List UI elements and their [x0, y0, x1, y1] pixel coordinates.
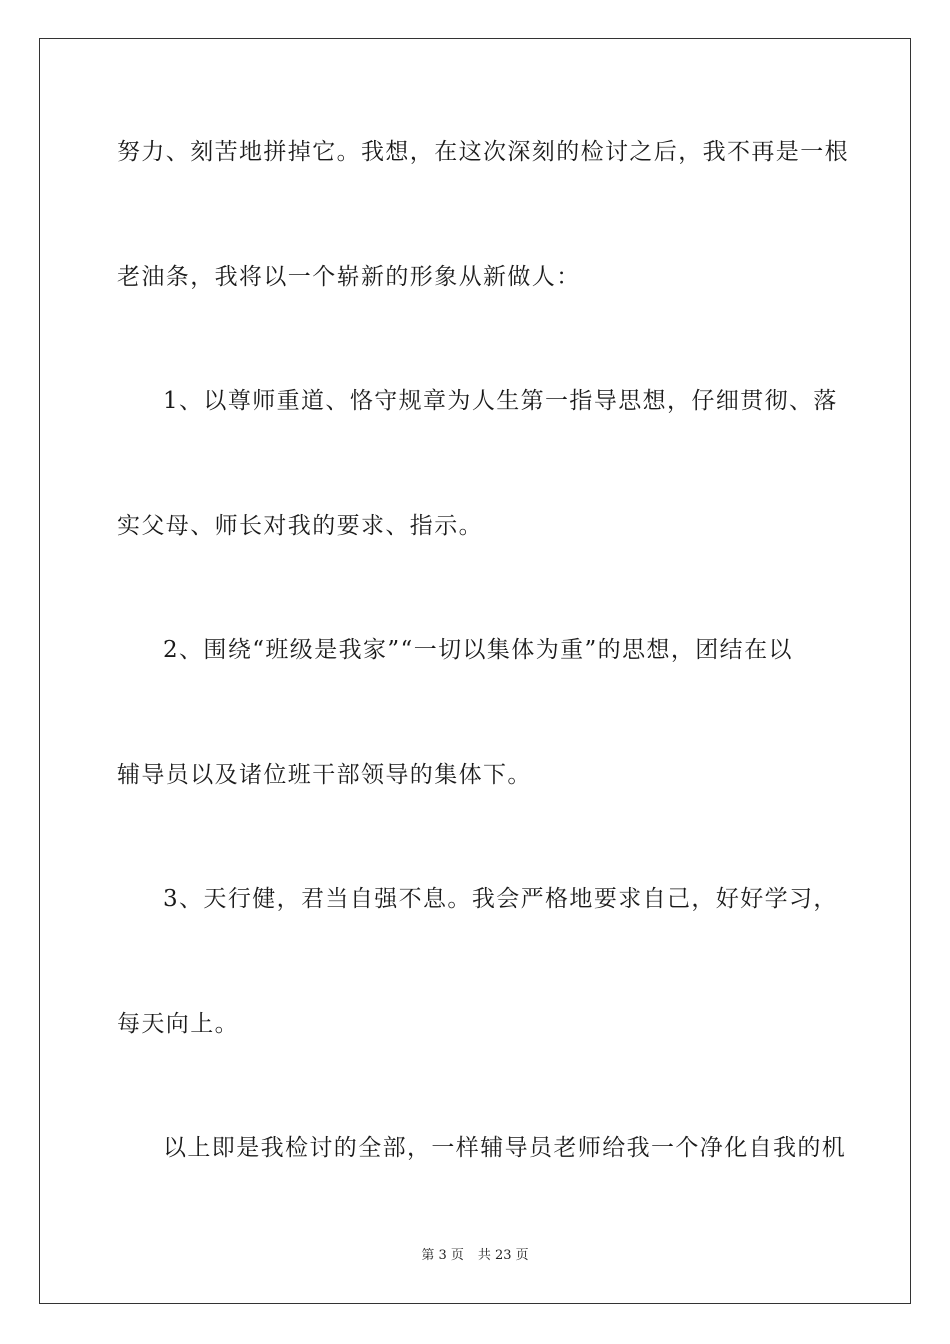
total-pages: 共 23 页	[477, 1248, 529, 1263]
page-number: 第 3 页	[421, 1248, 464, 1263]
page-frame	[39, 38, 911, 1304]
closing-paragraph-line: 以上即是我检讨的全部，一样辅导员老师给我一个净化自我的机	[163, 1135, 847, 1161]
body-text-line: 努力、刻苦地拼掉它。我想，在这次深刻的检讨之后，我不再是一根	[117, 139, 849, 165]
page-footer	[0, 1247, 950, 1265]
list-item-2-line: 2、围绕“班级是我家”“一切以集体为重”的思想，团结在以	[163, 637, 793, 663]
list-item-1-continuation: 实父母、师长对我的要求、指示。	[117, 513, 483, 539]
list-item-1-line: 1、以尊师重道、恪守规章为人生第一指导思想，仔细贯彻、落	[163, 388, 838, 414]
body-text-line: 老油条，我将以一个崭新的形象从新做人：	[117, 264, 581, 290]
list-item-2-continuation: 辅导员以及诸位班干部领导的集体下。	[117, 762, 532, 788]
list-item-3-line: 3、天行健，君当自强不息。我会严格地要求自己，好好学习，	[163, 886, 838, 912]
list-item-3-continuation: 每天向上。	[117, 1011, 239, 1037]
